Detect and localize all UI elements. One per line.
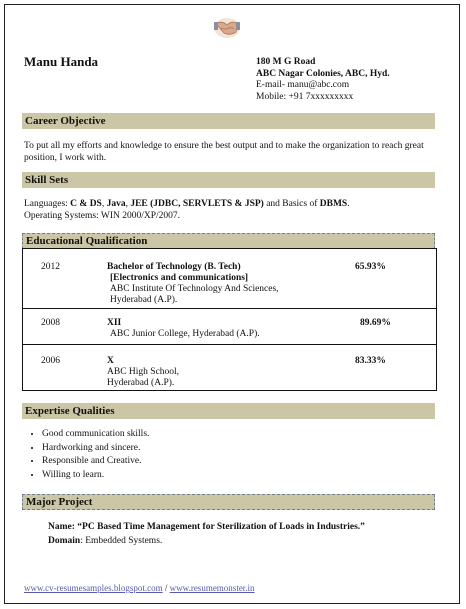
list-item: • Willing to learn.: [42, 469, 149, 483]
section-career-objective: Career Objective: [22, 113, 435, 129]
section-major-project: Major Project: [22, 494, 435, 510]
edu-degree: X ABC High School, Hyderabad (A.P).: [107, 356, 180, 388]
list-item: • Responsible and Creative.: [42, 455, 149, 469]
project-name: Name: “PC Based Time Management for Sterilization of Loads in Industries.”: [48, 522, 365, 532]
address-line-2: ABC Nagar Colonies, ABC, Hyd.: [256, 68, 390, 79]
edu-percent: 89.69%: [360, 318, 391, 328]
skills-languages: Languages: C & DS, Java, JEE (JDBC, SERVLETS & JSP) and Basics of DBMS.: [24, 199, 350, 209]
edu-percent: 65.93%: [355, 262, 386, 272]
skills-os: Operating Systems: WIN 2000/XP/2007.: [24, 211, 181, 221]
row-divider: [23, 344, 436, 345]
row-divider: [23, 308, 436, 309]
edu-degree: XII ABC Junior College, Hyderabad (A.P).: [107, 318, 260, 339]
career-objective-text: To put all my efforts and knowledge to ensure the best output and to make the organization to reach great position, I work with.: [24, 141, 424, 163]
email-text: E-mail- manu@abc.com: [256, 80, 350, 90]
section-education: Educational Qualification: [22, 233, 435, 249]
section-skill-sets: Skill Sets: [22, 172, 435, 188]
contact-block: [256, 57, 390, 103]
candidate-name: Manu Handa: [24, 54, 99, 69]
section-expertise: Expertise Qualities: [22, 403, 435, 419]
edu-percent: 83.33%: [355, 356, 386, 366]
project-domain: Domain: Embedded Systems.: [48, 536, 163, 546]
footer-link-1[interactable]: www.cv-resumesamples.blogspot.com: [24, 583, 163, 593]
list-item: • Hardworking and sincere.: [42, 442, 149, 456]
list-item: • Good communication skills.: [42, 428, 149, 442]
education-table: [22, 248, 437, 391]
edu-degree: Bachelor of Technology (B. Tech) [Electronics and communications] ABC Institute Of Technology And Sciences, Hyderabad (A.P).: [107, 262, 279, 305]
mobile-text: Mobile: +91 7xxxxxxxxx: [256, 91, 354, 102]
handshake-icon: [212, 14, 242, 40]
footer-link-2[interactable]: www.resumemonster.in: [169, 583, 255, 593]
edu-year: 2006: [41, 356, 60, 366]
edu-year: 2012: [41, 262, 60, 272]
edu-year: 2008: [41, 318, 60, 328]
footer-links: www.cv-resumesamples.blogspot.com / www.resumemonster.in: [24, 583, 255, 593]
address-line-1: 180 M G Road: [256, 57, 316, 67]
expertise-list: [28, 428, 149, 482]
